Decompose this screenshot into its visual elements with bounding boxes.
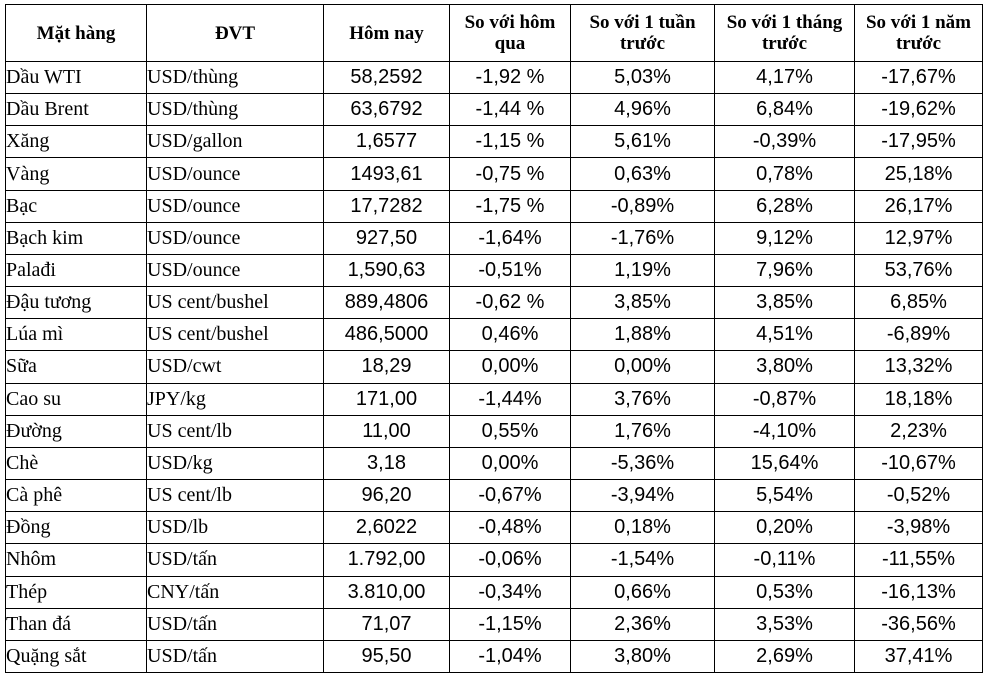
table-row <box>6 512 983 544</box>
cell-vs-1-year: 6,85% <box>855 287 983 319</box>
table-row <box>6 287 983 319</box>
commodity-price-table <box>5 4 983 673</box>
cell-vs-1-month: 7,96% <box>715 254 855 286</box>
cell-unit: USD/lb <box>147 512 324 544</box>
cell-vs-1-year: -0,52% <box>855 480 983 512</box>
cell-vs-1-year: 26,17% <box>855 190 983 222</box>
cell-unit: USD/thùng <box>147 62 324 94</box>
cell-commodity: Đồng <box>6 512 147 544</box>
cell-today: 95,50 <box>324 640 450 672</box>
cell-vs-1-month: -0,87% <box>715 383 855 415</box>
cell-vs-yesterday: 0,00% <box>450 447 571 479</box>
cell-today: 927,50 <box>324 222 450 254</box>
cell-unit: USD/kg <box>147 447 324 479</box>
cell-unit: US cent/bushel <box>147 319 324 351</box>
cell-vs-1-year: -11,55% <box>855 544 983 576</box>
cell-unit: USD/tấn <box>147 608 324 640</box>
cell-commodity: Nhôm <box>6 544 147 576</box>
cell-vs-1-year: -16,13% <box>855 576 983 608</box>
cell-vs-1-month: 4,51% <box>715 319 855 351</box>
cell-vs-1-year: 37,41% <box>855 640 983 672</box>
cell-today: 17,7282 <box>324 190 450 222</box>
cell-vs-1-month: 6,84% <box>715 94 855 126</box>
cell-vs-yesterday: 0,46% <box>450 319 571 351</box>
cell-today: 96,20 <box>324 480 450 512</box>
cell-unit: USD/gallon <box>147 126 324 158</box>
cell-commodity: Quặng sắt <box>6 640 147 672</box>
cell-vs-1-month: 3,80% <box>715 351 855 383</box>
cell-vs-1-week: 3,85% <box>571 287 715 319</box>
table-row <box>6 94 983 126</box>
cell-vs-1-week: 0,63% <box>571 158 715 190</box>
cell-unit: USD/cwt <box>147 351 324 383</box>
table-row <box>6 254 983 286</box>
cell-vs-1-year: -19,62% <box>855 94 983 126</box>
cell-vs-1-week: 0,00% <box>571 351 715 383</box>
cell-commodity: Lúa mì <box>6 319 147 351</box>
cell-commodity: Xăng <box>6 126 147 158</box>
cell-commodity: Palađi <box>6 254 147 286</box>
cell-commodity: Bạc <box>6 190 147 222</box>
table-row <box>6 415 983 447</box>
table-row <box>6 158 983 190</box>
cell-vs-1-week: 0,18% <box>571 512 715 544</box>
cell-vs-1-week: 2,36% <box>571 608 715 640</box>
cell-commodity: Vàng <box>6 158 147 190</box>
cell-vs-yesterday: -0,48% <box>450 512 571 544</box>
cell-vs-1-week: 1,19% <box>571 254 715 286</box>
cell-unit: USD/ounce <box>147 190 324 222</box>
cell-vs-1-month: -4,10% <box>715 415 855 447</box>
cell-vs-1-week: -5,36% <box>571 447 715 479</box>
cell-vs-1-month: 15,64% <box>715 447 855 479</box>
header-vs-1-year: So với 1 năm trước <box>855 5 983 62</box>
header-today: Hôm nay <box>324 5 450 62</box>
cell-vs-1-week: 1,88% <box>571 319 715 351</box>
cell-vs-1-month: 9,12% <box>715 222 855 254</box>
cell-today: 71,07 <box>324 608 450 640</box>
table-row <box>6 351 983 383</box>
cell-vs-1-year: 18,18% <box>855 383 983 415</box>
cell-today: 58,2592 <box>324 62 450 94</box>
cell-vs-1-week: 3,80% <box>571 640 715 672</box>
cell-vs-yesterday: -0,67% <box>450 480 571 512</box>
table-row <box>6 319 983 351</box>
cell-unit: USD/ounce <box>147 158 324 190</box>
cell-vs-yesterday: -1,64% <box>450 222 571 254</box>
cell-today: 171,00 <box>324 383 450 415</box>
cell-vs-1-year: -3,98% <box>855 512 983 544</box>
cell-vs-1-month: 3,53% <box>715 608 855 640</box>
cell-commodity: Thép <box>6 576 147 608</box>
cell-today: 3,18 <box>324 447 450 479</box>
cell-vs-yesterday: -1,15 % <box>450 126 571 158</box>
cell-vs-yesterday: -0,06% <box>450 544 571 576</box>
cell-today: 11,00 <box>324 415 450 447</box>
table-row <box>6 576 983 608</box>
table-row <box>6 62 983 94</box>
cell-vs-1-year: -6,89% <box>855 319 983 351</box>
cell-vs-1-year: -36,56% <box>855 608 983 640</box>
header-vs-1-month: So với 1 tháng trước <box>715 5 855 62</box>
cell-today: 3.810,00 <box>324 576 450 608</box>
table-row <box>6 222 983 254</box>
table-row <box>6 447 983 479</box>
cell-vs-1-year: -17,67% <box>855 62 983 94</box>
cell-unit: USD/tấn <box>147 544 324 576</box>
cell-vs-1-week: -3,94% <box>571 480 715 512</box>
cell-vs-1-year: -10,67% <box>855 447 983 479</box>
table-row <box>6 190 983 222</box>
cell-vs-1-week: 0,66% <box>571 576 715 608</box>
cell-commodity: Đường <box>6 415 147 447</box>
cell-vs-1-week: 1,76% <box>571 415 715 447</box>
cell-unit: USD/tấn <box>147 640 324 672</box>
cell-vs-1-month: 0,78% <box>715 158 855 190</box>
header-row <box>6 5 983 62</box>
cell-unit: CNY/tấn <box>147 576 324 608</box>
cell-vs-1-month: 0,53% <box>715 576 855 608</box>
cell-vs-1-week: -1,76% <box>571 222 715 254</box>
cell-unit: USD/thùng <box>147 94 324 126</box>
cell-unit: US cent/bushel <box>147 287 324 319</box>
cell-commodity: Sữa <box>6 351 147 383</box>
cell-vs-yesterday: -1,75 % <box>450 190 571 222</box>
header-unit: ĐVT <box>147 5 324 62</box>
cell-vs-1-week: 4,96% <box>571 94 715 126</box>
cell-vs-1-month: 4,17% <box>715 62 855 94</box>
cell-today: 486,5000 <box>324 319 450 351</box>
cell-vs-1-month: -0,11% <box>715 544 855 576</box>
cell-commodity: Dầu WTI <box>6 62 147 94</box>
cell-today: 18,29 <box>324 351 450 383</box>
cell-today: 889,4806 <box>324 287 450 319</box>
cell-vs-yesterday: -0,51% <box>450 254 571 286</box>
cell-unit: US cent/lb <box>147 415 324 447</box>
table-row <box>6 480 983 512</box>
cell-today: 1,590,63 <box>324 254 450 286</box>
cell-commodity: Cà phê <box>6 480 147 512</box>
cell-today: 1.792,00 <box>324 544 450 576</box>
cell-commodity: Chè <box>6 447 147 479</box>
cell-vs-1-year: 12,97% <box>855 222 983 254</box>
cell-vs-1-year: 2,23% <box>855 415 983 447</box>
cell-today: 63,6792 <box>324 94 450 126</box>
header-vs-yesterday: So với hôm qua <box>450 5 571 62</box>
cell-vs-1-week: 5,03% <box>571 62 715 94</box>
cell-unit: USD/ounce <box>147 222 324 254</box>
cell-vs-yesterday: -1,92 % <box>450 62 571 94</box>
cell-vs-yesterday: 0,55% <box>450 415 571 447</box>
cell-vs-yesterday: -0,62 % <box>450 287 571 319</box>
cell-vs-yesterday: -1,04% <box>450 640 571 672</box>
header-commodity: Mặt hàng <box>6 5 147 62</box>
cell-unit: JPY/kg <box>147 383 324 415</box>
header-vs-1-week: So với 1 tuần trước <box>571 5 715 62</box>
cell-vs-1-year: 13,32% <box>855 351 983 383</box>
cell-vs-1-month: 0,20% <box>715 512 855 544</box>
cell-commodity: Bạch kim <box>6 222 147 254</box>
cell-vs-yesterday: -0,34% <box>450 576 571 608</box>
cell-today: 1493,61 <box>324 158 450 190</box>
cell-commodity: Cao su <box>6 383 147 415</box>
table-row <box>6 126 983 158</box>
cell-unit: USD/ounce <box>147 254 324 286</box>
cell-commodity: Đậu tương <box>6 287 147 319</box>
cell-vs-1-year: 53,76% <box>855 254 983 286</box>
cell-vs-1-week: -1,54% <box>571 544 715 576</box>
cell-unit: US cent/lb <box>147 480 324 512</box>
cell-vs-yesterday: -1,15% <box>450 608 571 640</box>
cell-commodity: Than đá <box>6 608 147 640</box>
cell-vs-1-month: 6,28% <box>715 190 855 222</box>
table-row <box>6 544 983 576</box>
table-row <box>6 608 983 640</box>
cell-today: 2,6022 <box>324 512 450 544</box>
table-row <box>6 640 983 672</box>
cell-vs-yesterday: -0,75 % <box>450 158 571 190</box>
cell-vs-1-month: 2,69% <box>715 640 855 672</box>
cell-vs-1-month: -0,39% <box>715 126 855 158</box>
cell-commodity: Dầu Brent <box>6 94 147 126</box>
cell-vs-1-week: 5,61% <box>571 126 715 158</box>
cell-vs-yesterday: -1,44 % <box>450 94 571 126</box>
cell-vs-yesterday: -1,44% <box>450 383 571 415</box>
cell-vs-1-week: -0,89% <box>571 190 715 222</box>
cell-vs-1-week: 3,76% <box>571 383 715 415</box>
table-row <box>6 383 983 415</box>
cell-vs-1-year: 25,18% <box>855 158 983 190</box>
cell-vs-1-year: -17,95% <box>855 126 983 158</box>
cell-vs-1-month: 5,54% <box>715 480 855 512</box>
cell-vs-1-month: 3,85% <box>715 287 855 319</box>
cell-today: 1,6577 <box>324 126 450 158</box>
cell-vs-yesterday: 0,00% <box>450 351 571 383</box>
